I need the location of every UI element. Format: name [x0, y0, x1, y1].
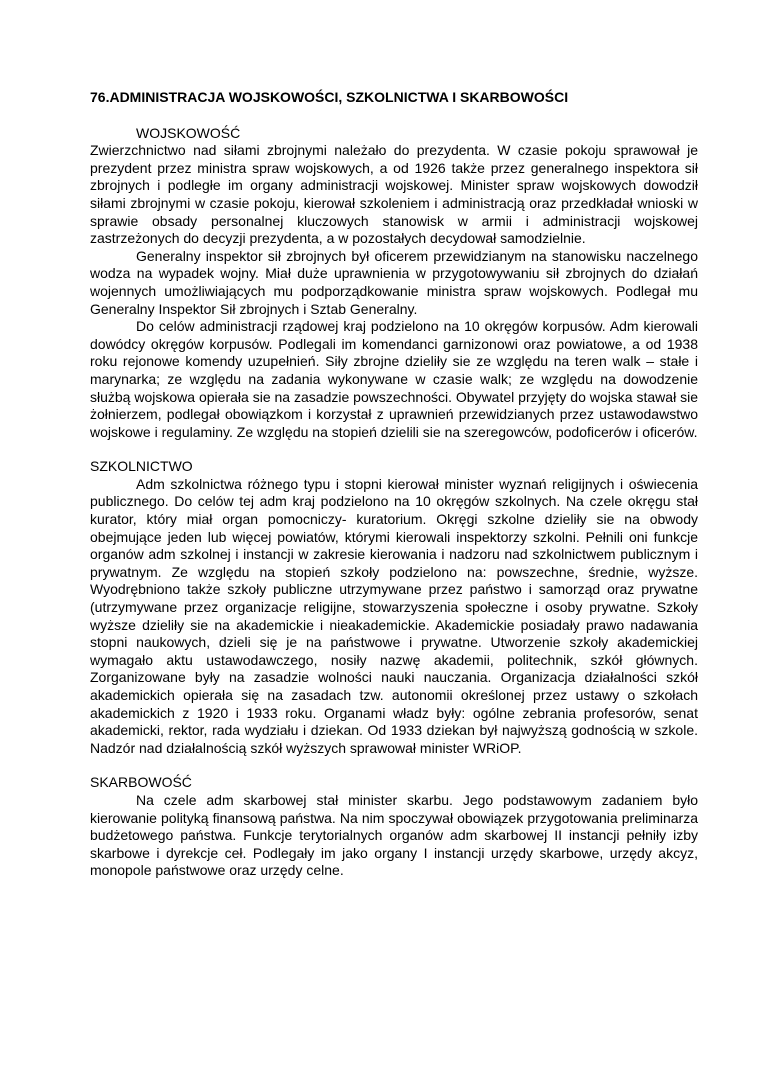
document-title: 76.ADMINISTRACJA WOJSKOWOŚCI, SZKOLNICTWA I SKARBOWOŚCI — [90, 89, 569, 105]
section-wojskowosc — [90, 125, 698, 442]
section-heading-wojskowosc: WOJSKOWOŚĆ — [136, 124, 241, 141]
paragraph: Generalny inspektor sił zbrojnych był oficerem przewidzianym na stanowisku naczelnego wodza na wypadek wojny. Miał duże uprawnienia w przygotowywaniu sił zbrojnych do działań wojennych umożliwiających mu podporządkowanie ministra spraw wojskowych. Podlegał mu Generalny Inspektor Sił zbrojnych i Sztab Generalny. — [90, 247, 698, 317]
section-heading-szkolnictwo: SZKOLNICTWO — [90, 458, 193, 475]
document-page — [90, 89, 698, 897]
paragraph: Adm szkolnictwa różnego typu i stopni kierował minister wyznań religijnych i oświecenia publicznego. Do celów tej adm kraj podzielono na 10 okręgów szkolnych. Na czele okręgu stał kurator, który miał organ pomocniczy- kuratorium. Okręgi szkolne dzieliły sie na obwody obejmujące jeden lub więcej powiatów, którymi kierowali inspektorzy szkolni. Pełnili oni funkcje organów adm szkolnej i instancji w zakresie kierowania i nadzoru nad szkolnictwem publicznym i prywatnym. Ze względu na stopień szkoły podzielono na: powszechne, średnie, wyższe. Wyodrębniono także szkoły publiczne utrzymywane przez państwo i samorząd oraz prywatne (utrzymywane przez organizacje religijne, stowarzyszenia społeczne i osoby prywatne. Szkoły wyższe dzieliły sie na akademickie i nieakademickie. Akademickie posiadały prawo nadawania stopni naukowych, dzieli się je na państwowe i prywatne. Utworzenie szkoły akademickiej wymagało aktu ustawodawczego, nosiły nazwę akademii, politechnik, szkół głównych. Zorganizowane były na zasadzie wolności nauki nauczania. Organizacja działalności szkół akademickich opierała się na zasadach tzw. autonomii określonej przez ustawy o szkołach akademickich z 1920 i 1933 roku. Organami władz były: ogólne zebrania profesorów, senat akademicki, rektor, rada wydziału i dziekan. Od 1933 dziekan był najwyższą godnością w szkole. Nadzór nad działalnością szkół wyższych sprawował minister WRiOP. — [90, 475, 698, 756]
paragraph: Do celów administracji rządowej kraj podzielono na 10 okręgów korpusów. Adm kierowali dowódcy okręgów korpusów. Podlegali im komendanci garnizonowi oraz powiatowe, a od 1938 roku rejonowe komendy uzupełnień. Siły zbrojne dzieliły sie ze względu na teren walk – stałe i marynarka; ze względu na zadania wykonywane w czasie walk; ze względu na dowodzenie służbą wojskowa opierała sie na zasadzie powszechności. Obywatel przyjęty do wojska stawał sie żołnierzem, podlegał obowiązkom i korzystał z uprawnień przewidzianych przez ustawodawstwo wojskowe i regulaminy. Ze względu na stopień dzielili sie na szeregowców, podoficerów i oficerów. — [90, 318, 698, 440]
paragraph: Zwierzchnictwo nad siłami zbrojnymi należało do prezydenta. W czasie pokoju sprawował je prezydent przez ministra spraw wojskowych, a od 1926 także przez generalnego inspektora sił zbrojnych i podległe im organy administracji wojskowej. Minister spraw wojskowych dowodził siłami zbrojnymi w czasie pokoju, kierował szkoleniem i administracją oraz przedkładał wnioski w sprawie obsady personalnej kluczowych stanowisk w armii i administracji wojskowej zastrzeżonych do decyzji prezydenta, a w pozostałych decydował samodzielnie. — [90, 142, 698, 247]
section-szkolnictwo — [90, 458, 698, 757]
paragraph: Na czele adm skarbowej stał minister skarbu. Jego podstawowym zadaniem było kierowanie polityką finansową państwa. Na nim spoczywał obowiązek przygotowania preliminarza budżetowego państwa. Funkcje terytorialnych organów adm skarbowej II instancji pełniły izby skarbowe i dyrekcje ceł. Podlegały im jako organy I instancji urzędy skarbowe, urzędy akcyz, monopole państwowe oraz urzędy celne. — [90, 791, 698, 879]
section-skarbowosc — [90, 774, 698, 880]
section-heading-skarbowosc: SKARBOWOŚĆ — [90, 774, 192, 791]
